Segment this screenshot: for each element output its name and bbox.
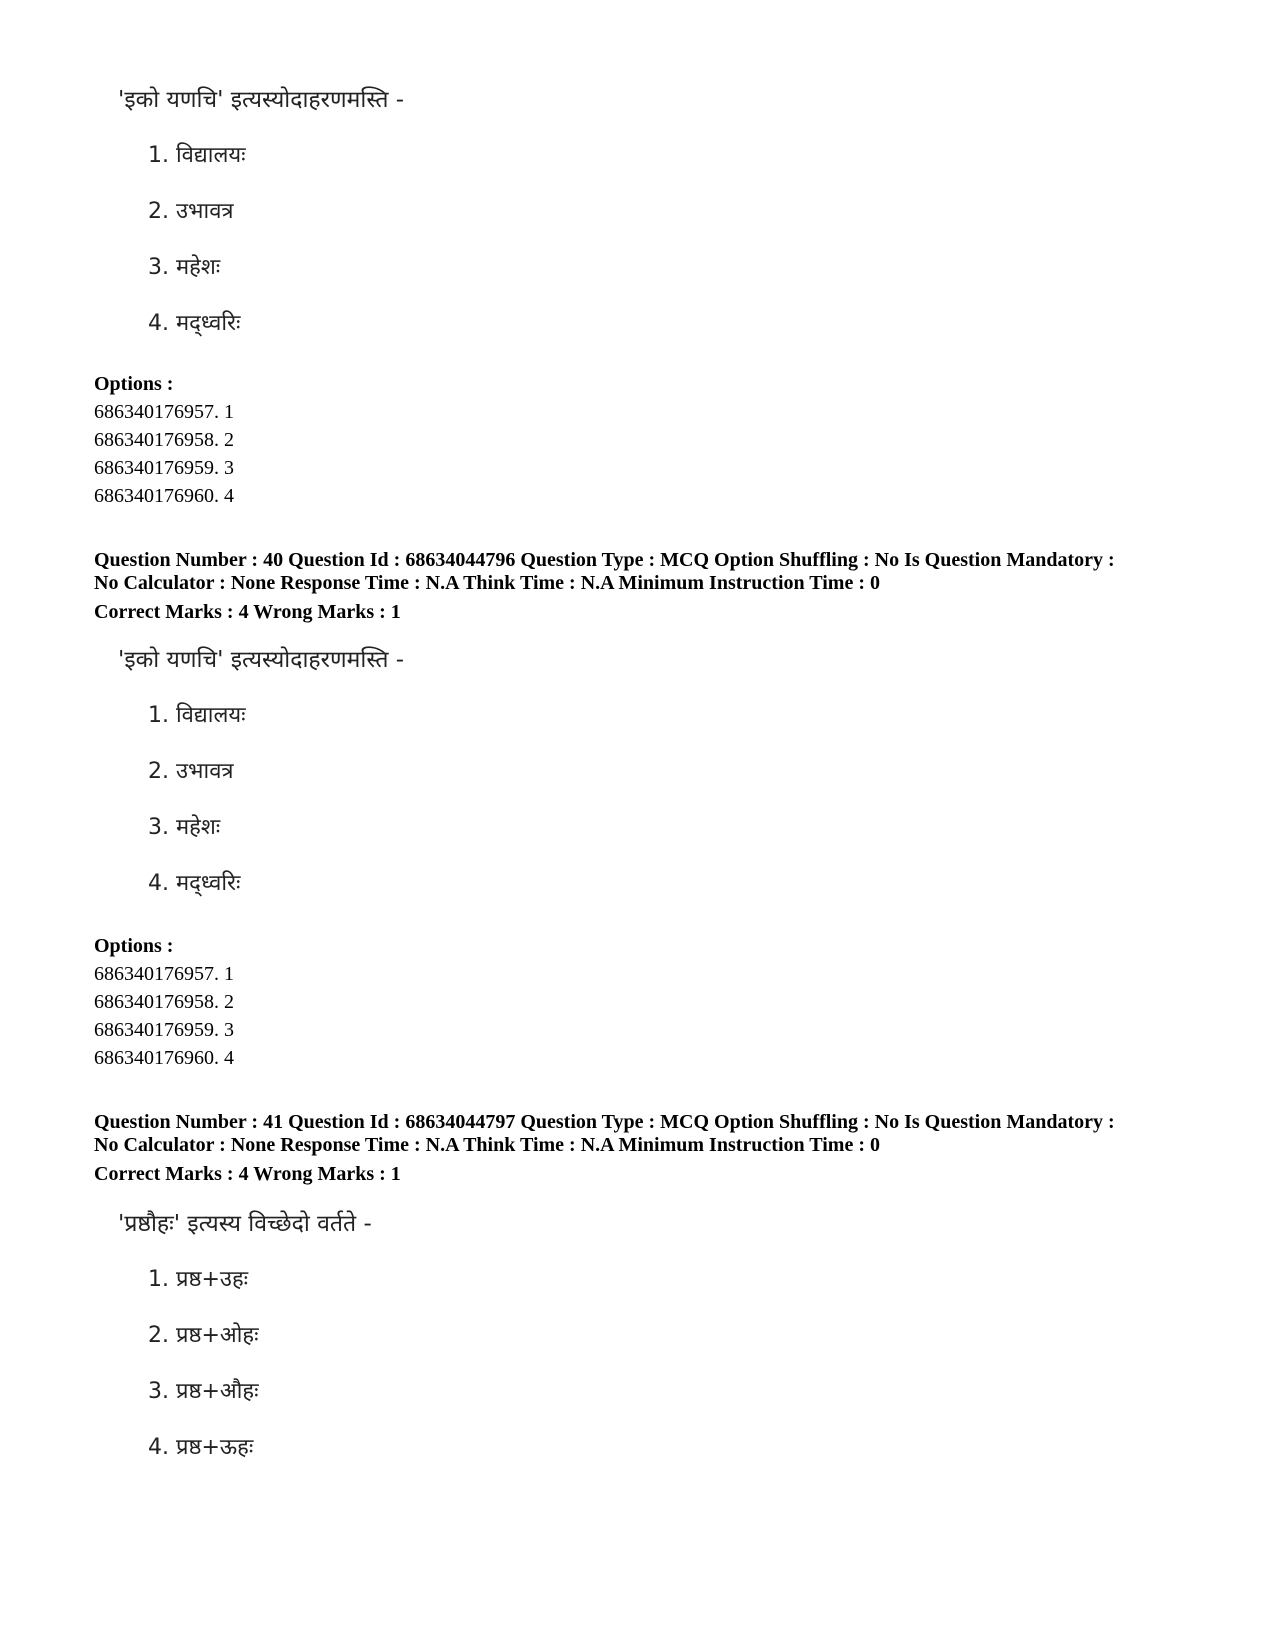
answer-choice: 4. प्रष्ठ+ऊहः (148, 1435, 254, 1460)
options-heading: Options : (94, 935, 174, 957)
question-stem: 'इको यणचि' इत्यस्योदाहरणमस्ति - (118, 87, 405, 113)
question-stem: 'इको यणचि' इत्यस्योदाहरणमस्ति - (118, 647, 405, 673)
question-stem: 'प्रष्ठौहः' इत्यस्य विच्छेदो वर्तते - (118, 1211, 372, 1237)
option-id: 686340176957. 1 (94, 401, 234, 423)
option-id: 686340176958. 2 (94, 429, 234, 451)
answer-choice: 1. विद्यालयः (148, 703, 246, 728)
option-id: 686340176959. 3 (94, 457, 234, 479)
options-heading: Options : (94, 373, 174, 395)
option-id: 686340176960. 4 (94, 1047, 234, 1069)
option-id: 686340176959. 3 (94, 1019, 234, 1041)
question-marks: Correct Marks : 4 Wrong Marks : 1 (94, 1163, 401, 1185)
answer-choice: 4. मद्ध्वरिः (148, 311, 241, 336)
question-meta: Question Number : 41 Question Id : 68634044797 Question Type : MCQ Option Shuffling : No Is Question Mandatory : (94, 1111, 1115, 1133)
answer-choice: 4. मद्ध्वरिः (148, 871, 241, 896)
answer-choice: 1. विद्यालयः (148, 143, 246, 168)
answer-choice: 2. प्रष्ठ+ओहः (148, 1323, 259, 1348)
question-marks: Correct Marks : 4 Wrong Marks : 1 (94, 601, 401, 623)
option-id: 686340176958. 2 (94, 991, 234, 1013)
answer-choice: 3. महेशः (148, 815, 221, 840)
question-meta: Question Number : 40 Question Id : 68634044796 Question Type : MCQ Option Shuffling : No Is Question Mandatory : (94, 549, 1115, 571)
option-id: 686340176960. 4 (94, 485, 234, 507)
answer-choice: 1. प्रष्ठ+उहः (148, 1267, 249, 1292)
answer-choice: 2. उभावत्र (148, 199, 234, 224)
answer-choice: 3. महेशः (148, 255, 221, 280)
option-id: 686340176957. 1 (94, 963, 234, 985)
question-meta: No Calculator : None Response Time : N.A Think Time : N.A Minimum Instruction Time : 0 (94, 1134, 880, 1156)
answer-choice: 3. प्रष्ठ+औहः (148, 1379, 259, 1404)
answer-choice: 2. उभावत्र (148, 759, 234, 784)
question-meta: No Calculator : None Response Time : N.A Think Time : N.A Minimum Instruction Time : 0 (94, 572, 880, 594)
